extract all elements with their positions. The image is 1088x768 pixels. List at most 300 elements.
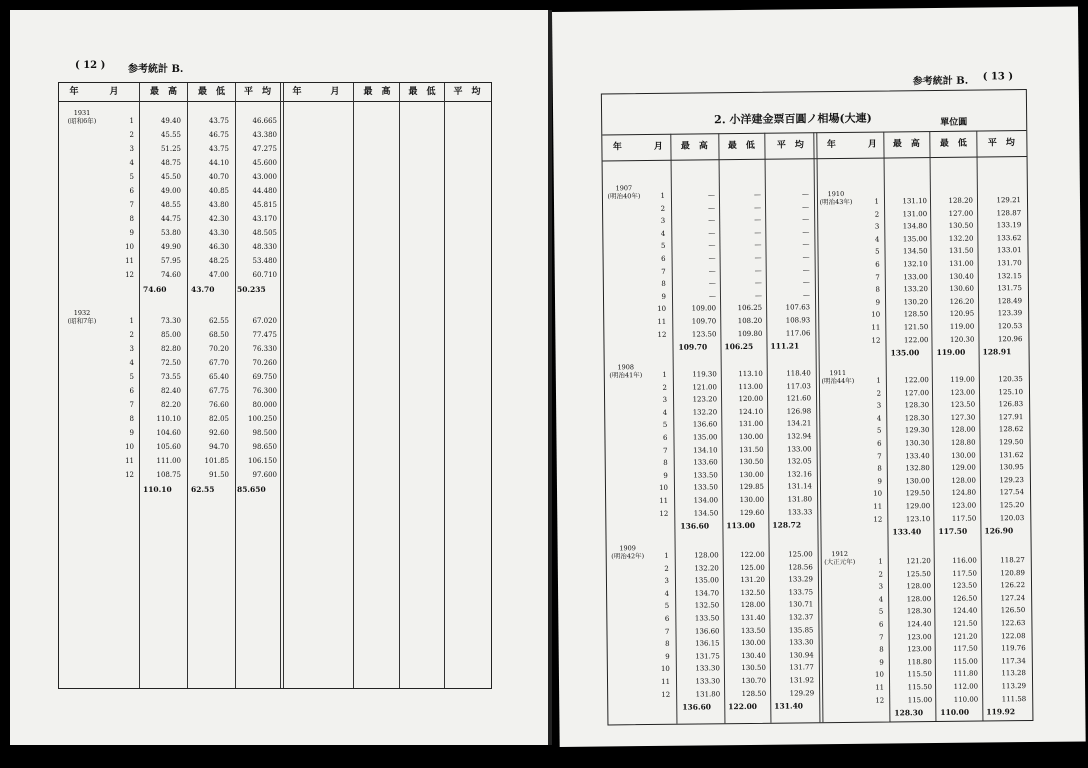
month-cell: 1 bbox=[129, 317, 134, 325]
low-cell: 42.30 bbox=[208, 215, 229, 223]
average-cell: 119.76 bbox=[1001, 644, 1026, 653]
low-cell: 117.50 bbox=[953, 644, 978, 654]
high-cell: — bbox=[707, 191, 715, 200]
average-cell: 126.98 bbox=[786, 407, 812, 416]
year-label: 1932 bbox=[73, 309, 91, 317]
col-month-2: 月 bbox=[867, 139, 877, 150]
summary-high: 136.60 bbox=[680, 521, 710, 531]
average-cell: 67.020 bbox=[252, 317, 277, 325]
high-cell: 129.50 bbox=[905, 489, 931, 498]
left-column-header-row bbox=[59, 83, 491, 102]
high-cell: 133.50 bbox=[693, 483, 719, 492]
low-cell: 130.00 bbox=[739, 495, 765, 505]
rule bbox=[399, 83, 400, 688]
low-cell: 43.75 bbox=[208, 145, 229, 153]
summary-high: 110.10 bbox=[143, 485, 172, 494]
high-cell: 82.40 bbox=[160, 387, 181, 395]
table-row bbox=[59, 115, 279, 128]
low-cell: — bbox=[754, 291, 763, 300]
high-cell: 122.00 bbox=[903, 335, 929, 344]
month-cell: 7 bbox=[129, 201, 134, 209]
month-cell: 6 bbox=[878, 620, 884, 629]
month-cell: 9 bbox=[661, 292, 667, 301]
high-cell: 133.60 bbox=[693, 458, 718, 467]
summary-low: 122.00 bbox=[728, 702, 758, 712]
low-cell: 130.50 bbox=[741, 664, 766, 673]
table-title-row bbox=[602, 90, 1026, 135]
average-cell: 118.27 bbox=[1000, 556, 1025, 565]
col-low: 最 低 bbox=[727, 140, 755, 152]
average-cell: 131.77 bbox=[789, 663, 814, 672]
summary-low: 119.00 bbox=[936, 347, 966, 358]
month-cell: 2 bbox=[129, 131, 134, 139]
low-cell: 43.80 bbox=[208, 201, 229, 209]
high-cell: 49.90 bbox=[160, 243, 181, 251]
high-cell: 111.00 bbox=[156, 457, 181, 465]
col-high-2: 最 高 bbox=[892, 139, 920, 150]
low-cell: 131.00 bbox=[738, 420, 764, 429]
year-label: 1908 bbox=[617, 363, 635, 372]
month-cell: 6 bbox=[662, 433, 668, 442]
summary-high: 128.30 bbox=[894, 708, 924, 718]
month-cell: 5 bbox=[664, 602, 670, 611]
low-cell: 47.00 bbox=[208, 271, 229, 279]
average-cell: — bbox=[802, 202, 810, 211]
high-cell: 45.55 bbox=[160, 131, 181, 139]
low-cell: 120.30 bbox=[949, 335, 975, 344]
col-average: 平 均 bbox=[776, 140, 804, 151]
average-cell: 120.35 bbox=[998, 375, 1023, 384]
high-cell: 85.00 bbox=[160, 331, 181, 339]
low-cell: 122.00 bbox=[740, 550, 765, 560]
month-cell: 10 bbox=[874, 670, 885, 680]
high-cell: 130.20 bbox=[903, 297, 929, 307]
low-cell: 130.70 bbox=[741, 676, 767, 686]
average-cell: 126.22 bbox=[1000, 581, 1026, 590]
low-cell: 128.50 bbox=[741, 689, 767, 698]
month-cell: 2 bbox=[878, 570, 883, 579]
left-page-number: ( 12 ) bbox=[75, 60, 106, 71]
col-low: 最 低 bbox=[197, 87, 225, 97]
month-cell: 12 bbox=[661, 690, 671, 699]
high-cell: 134.00 bbox=[693, 496, 719, 505]
right-price-table bbox=[601, 89, 1034, 725]
low-cell: 129.85 bbox=[739, 483, 765, 492]
table-row bbox=[59, 213, 279, 226]
table-row bbox=[59, 129, 279, 142]
average-cell: 128.49 bbox=[997, 296, 1023, 306]
col-year-2: 年 bbox=[826, 140, 836, 151]
high-cell: — bbox=[708, 266, 716, 275]
average-cell: — bbox=[802, 291, 811, 300]
average-cell: 117.03 bbox=[786, 381, 811, 391]
high-cell: 131.75 bbox=[695, 652, 720, 661]
low-cell: 121.50 bbox=[952, 619, 978, 628]
month-cell: 12 bbox=[873, 515, 883, 524]
high-cell: 132.10 bbox=[903, 260, 928, 269]
low-cell: 123.00 bbox=[951, 501, 977, 510]
table-row bbox=[59, 441, 279, 454]
table-row bbox=[59, 227, 279, 240]
high-cell: 49.00 bbox=[160, 187, 181, 195]
high-cell: 115.00 bbox=[907, 695, 933, 704]
high-cell: 124.40 bbox=[906, 620, 932, 629]
low-cell: 123.50 bbox=[950, 400, 976, 410]
average-cell: 77.475 bbox=[252, 331, 277, 339]
month-cell: 2 bbox=[664, 564, 669, 573]
high-cell: 128.00 bbox=[906, 582, 932, 591]
high-cell: 133.30 bbox=[695, 664, 720, 673]
average-cell: — bbox=[802, 265, 810, 274]
average-cell: 131.80 bbox=[787, 495, 813, 504]
low-cell: 130.00 bbox=[739, 470, 764, 479]
month-cell: 5 bbox=[129, 173, 134, 181]
high-cell: 48.55 bbox=[160, 201, 181, 209]
month-cell: 7 bbox=[129, 401, 134, 409]
low-cell: 130.40 bbox=[741, 651, 766, 660]
era-label: (昭和6年) bbox=[67, 117, 97, 125]
average-cell: 117.34 bbox=[1001, 656, 1026, 666]
average-cell: 46.665 bbox=[252, 117, 277, 125]
average-cell: 135.85 bbox=[788, 625, 814, 635]
average-cell: 48.330 bbox=[252, 243, 277, 251]
month-cell: 6 bbox=[877, 439, 882, 448]
low-cell: 129.60 bbox=[739, 508, 765, 517]
high-cell: 123.20 bbox=[692, 395, 718, 404]
summary-high: 135.00 bbox=[890, 348, 920, 358]
summary-low: 110.00 bbox=[940, 707, 970, 718]
col-year: 年 bbox=[69, 87, 79, 97]
month-cell: 3 bbox=[660, 217, 666, 226]
low-cell: 123.00 bbox=[950, 388, 976, 397]
month-cell: 12 bbox=[657, 330, 667, 339]
col-high: 最 高 bbox=[680, 141, 708, 152]
summary-average: 128.72 bbox=[772, 520, 802, 530]
high-cell: 48.75 bbox=[160, 159, 181, 167]
low-cell: 119.00 bbox=[949, 322, 975, 331]
summary-low: 106.25 bbox=[724, 342, 754, 352]
high-cell: 110.10 bbox=[156, 415, 181, 423]
month-cell: 8 bbox=[875, 285, 880, 294]
col-month: 月 bbox=[653, 141, 663, 152]
high-cell: 133.50 bbox=[694, 614, 720, 623]
average-cell: 130.94 bbox=[789, 651, 814, 660]
month-cell: 3 bbox=[878, 582, 884, 591]
month-cell: 11 bbox=[871, 323, 881, 332]
low-cell: 110.00 bbox=[953, 695, 979, 704]
month-cell: 11 bbox=[661, 677, 671, 686]
average-cell: 106.150 bbox=[248, 457, 277, 465]
month-cell: 7 bbox=[877, 452, 882, 461]
average-cell: 131.70 bbox=[997, 259, 1022, 268]
low-cell: 82.05 bbox=[208, 415, 229, 423]
month-cell: 4 bbox=[660, 229, 666, 238]
month-cell: 12 bbox=[659, 509, 669, 518]
high-cell: 131.10 bbox=[902, 197, 928, 206]
low-cell: 116.00 bbox=[952, 556, 977, 565]
average-cell: 131.75 bbox=[997, 284, 1022, 293]
low-cell: 127.30 bbox=[950, 413, 976, 422]
average-cell: 129.50 bbox=[998, 438, 1024, 447]
month-cell: 7 bbox=[661, 267, 666, 276]
summary-low: 113.00 bbox=[726, 521, 756, 531]
month-cell: 5 bbox=[662, 421, 668, 430]
high-cell: 118.80 bbox=[907, 657, 932, 667]
low-cell: 130.00 bbox=[951, 451, 976, 460]
low-cell: 130.00 bbox=[738, 432, 764, 442]
low-cell: 46.75 bbox=[208, 131, 229, 139]
average-cell: 108.93 bbox=[785, 316, 811, 325]
low-cell: 125.00 bbox=[740, 563, 765, 572]
month-cell: 4 bbox=[129, 159, 134, 167]
average-cell: 132.15 bbox=[997, 271, 1022, 280]
month-cell: 8 bbox=[879, 645, 884, 654]
average-cell: 111.58 bbox=[1001, 694, 1027, 703]
high-cell: 128.00 bbox=[694, 551, 719, 560]
average-cell: 113.29 bbox=[1001, 682, 1027, 691]
low-cell: 123.50 bbox=[952, 581, 978, 591]
col-month: 月 bbox=[109, 87, 119, 97]
average-cell: 133.62 bbox=[996, 233, 1022, 243]
average-cell: — bbox=[802, 278, 810, 287]
low-cell: 128.20 bbox=[948, 196, 974, 205]
low-cell: 67.70 bbox=[208, 359, 229, 367]
high-cell: 123.00 bbox=[907, 632, 932, 641]
average-cell: 76.330 bbox=[252, 345, 277, 353]
double-rule bbox=[280, 83, 284, 688]
table-row bbox=[59, 241, 279, 254]
era-label: (明治43年) bbox=[819, 197, 853, 207]
high-cell: 125.50 bbox=[906, 569, 931, 578]
average-cell: 126.50 bbox=[1000, 606, 1026, 615]
year-label: 1931 bbox=[73, 109, 91, 117]
month-cell: 8 bbox=[663, 459, 668, 468]
month-cell: 10 bbox=[125, 243, 134, 251]
high-cell: 109.00 bbox=[691, 304, 717, 313]
high-cell: 109.70 bbox=[691, 317, 717, 326]
low-cell: 111.80 bbox=[953, 669, 978, 679]
col-average-2: 平 均 bbox=[987, 138, 1015, 149]
average-cell: 131.14 bbox=[787, 482, 813, 491]
average-cell: 122.08 bbox=[1001, 631, 1026, 640]
high-cell: 128.00 bbox=[906, 594, 932, 604]
low-cell: 67.75 bbox=[208, 387, 229, 395]
high-cell: 72.50 bbox=[160, 359, 181, 367]
summary-average: 50.235 bbox=[237, 285, 266, 294]
month-cell: 10 bbox=[873, 489, 883, 499]
low-cell: 124.10 bbox=[738, 407, 764, 416]
month-cell: 7 bbox=[875, 273, 880, 282]
average-cell: 128.56 bbox=[788, 562, 813, 572]
high-cell: 134.10 bbox=[693, 445, 718, 455]
high-cell: 130.00 bbox=[905, 476, 930, 486]
month-cell: 9 bbox=[665, 652, 670, 661]
low-cell: 117.50 bbox=[952, 569, 977, 578]
low-cell: 131.50 bbox=[948, 246, 974, 256]
era-label: (大正元年) bbox=[824, 557, 856, 567]
low-cell: 127.00 bbox=[948, 209, 974, 218]
high-cell: 134.50 bbox=[902, 247, 928, 256]
high-cell: — bbox=[708, 279, 716, 288]
month-cell: 11 bbox=[873, 502, 883, 511]
high-cell: 128.30 bbox=[904, 413, 930, 423]
table-row bbox=[59, 357, 279, 370]
high-cell: 127.00 bbox=[904, 388, 930, 397]
high-cell: 133.40 bbox=[905, 451, 930, 460]
average-cell: 45.600 bbox=[252, 159, 277, 167]
high-cell: — bbox=[708, 203, 716, 212]
average-cell: 123.39 bbox=[997, 309, 1023, 318]
table-row bbox=[59, 199, 279, 212]
average-cell: 107.63 bbox=[785, 303, 811, 312]
average-cell: 132.05 bbox=[787, 457, 812, 466]
era-label: (明治42年) bbox=[611, 552, 645, 561]
high-cell: 132.50 bbox=[694, 601, 720, 610]
average-cell: 132.16 bbox=[787, 470, 812, 479]
month-cell: 8 bbox=[661, 280, 666, 289]
low-cell: — bbox=[754, 253, 762, 262]
low-cell: 94.70 bbox=[208, 443, 229, 451]
average-cell: 132.94 bbox=[786, 432, 812, 441]
month-cell: 11 bbox=[659, 496, 669, 505]
average-cell: 97.600 bbox=[252, 471, 277, 479]
low-cell: 120.95 bbox=[949, 309, 975, 319]
average-cell: 134.21 bbox=[786, 419, 812, 428]
average-cell: 43.000 bbox=[252, 173, 277, 181]
high-cell: 49.40 bbox=[160, 117, 181, 125]
month-cell: 5 bbox=[878, 607, 884, 617]
low-cell: 106.25 bbox=[737, 304, 763, 313]
month-cell: 12 bbox=[871, 336, 881, 345]
low-cell: 130.00 bbox=[741, 638, 766, 648]
average-cell: 113.28 bbox=[1001, 669, 1026, 678]
average-cell: 120.89 bbox=[1000, 568, 1025, 577]
high-cell: 121.20 bbox=[906, 557, 931, 566]
low-cell: 48.25 bbox=[208, 257, 229, 265]
high-cell: 133.50 bbox=[693, 471, 718, 480]
high-cell: 128.30 bbox=[904, 401, 930, 410]
low-cell: 130.50 bbox=[739, 457, 764, 467]
low-cell: 131.40 bbox=[740, 613, 766, 623]
average-cell: 133.19 bbox=[996, 221, 1022, 230]
rule bbox=[444, 83, 445, 688]
month-cell: 2 bbox=[876, 389, 882, 398]
average-cell: 133.75 bbox=[788, 588, 814, 597]
average-cell: 60.710 bbox=[252, 271, 277, 279]
table-title: 2. 小洋建金票百圓ノ相場(大連) bbox=[714, 111, 872, 127]
month-cell: 4 bbox=[662, 408, 668, 417]
low-cell: 113.10 bbox=[738, 369, 763, 379]
low-cell: 131.00 bbox=[949, 259, 974, 268]
summary-high: 136.60 bbox=[682, 702, 712, 712]
rule bbox=[353, 83, 354, 688]
left-price-table bbox=[58, 82, 492, 689]
high-cell: — bbox=[708, 292, 717, 301]
average-cell: 69.750 bbox=[252, 373, 277, 381]
high-cell: 133.00 bbox=[903, 272, 928, 281]
year-label: 1907 bbox=[615, 184, 633, 193]
month-cell: 1 bbox=[664, 551, 669, 560]
summary-low: 62.55 bbox=[191, 485, 215, 494]
year-label: 1911 bbox=[829, 368, 847, 378]
high-cell: 82.80 bbox=[160, 345, 181, 353]
high-cell: 44.75 bbox=[160, 215, 181, 223]
low-cell: 44.10 bbox=[208, 159, 229, 167]
average-cell: 80.000 bbox=[252, 401, 277, 409]
high-cell: 53.80 bbox=[160, 229, 181, 237]
average-cell: 121.60 bbox=[786, 394, 812, 403]
high-cell: 73.30 bbox=[160, 317, 181, 325]
low-cell: 128.00 bbox=[951, 476, 976, 485]
month-cell: 1 bbox=[660, 191, 665, 200]
low-cell: 131.20 bbox=[740, 575, 766, 585]
summary-average: 131.40 bbox=[774, 701, 804, 711]
summary-average: 119.92 bbox=[986, 707, 1016, 717]
month-cell: 11 bbox=[875, 683, 885, 692]
month-cell: 4 bbox=[874, 235, 880, 244]
low-cell: 43.75 bbox=[208, 117, 229, 125]
low-cell: 124.80 bbox=[951, 488, 977, 498]
col-low-2: 最 低 bbox=[939, 138, 967, 149]
high-cell: 136.15 bbox=[695, 639, 720, 648]
era-label: (明治40年) bbox=[607, 192, 641, 201]
low-cell: 129.00 bbox=[951, 463, 976, 473]
table-row bbox=[59, 269, 279, 282]
low-cell: 91.50 bbox=[208, 471, 229, 479]
low-cell: 43.30 bbox=[208, 229, 229, 237]
high-cell: 123.50 bbox=[691, 329, 717, 339]
month-cell: 6 bbox=[661, 254, 666, 263]
high-cell: — bbox=[708, 216, 716, 225]
average-cell: 53.480 bbox=[252, 257, 277, 265]
low-cell: 113.00 bbox=[738, 382, 763, 391]
average-cell: 129.29 bbox=[789, 688, 815, 698]
average-cell: 98.650 bbox=[252, 443, 277, 451]
high-cell: 133.20 bbox=[903, 285, 928, 294]
month-cell: 5 bbox=[129, 373, 134, 381]
high-cell: 132.20 bbox=[694, 563, 719, 573]
low-cell: — bbox=[754, 241, 762, 250]
month-cell: 2 bbox=[129, 331, 134, 339]
average-cell: — bbox=[802, 240, 810, 249]
low-cell: 120.00 bbox=[738, 394, 764, 404]
high-cell: 82.20 bbox=[160, 401, 181, 409]
high-cell: 104.60 bbox=[156, 429, 181, 437]
high-cell: 121.50 bbox=[903, 323, 929, 332]
low-cell: 40.70 bbox=[208, 173, 229, 181]
high-cell: 129.30 bbox=[904, 426, 930, 435]
average-cell: 43.380 bbox=[252, 131, 277, 139]
high-cell: 128.50 bbox=[903, 310, 929, 319]
col-high-2: 最 高 bbox=[363, 87, 391, 97]
month-cell: 10 bbox=[660, 665, 670, 674]
average-cell: — bbox=[802, 253, 810, 262]
month-cell: 6 bbox=[129, 187, 134, 195]
high-cell: 129.00 bbox=[905, 502, 931, 511]
month-cell: 8 bbox=[129, 215, 134, 223]
low-cell: — bbox=[753, 190, 761, 199]
average-cell: 132.37 bbox=[788, 613, 814, 622]
average-cell: 130.71 bbox=[788, 600, 814, 609]
low-cell: 128.00 bbox=[950, 425, 976, 435]
average-cell: 125.20 bbox=[999, 501, 1025, 510]
month-cell: 9 bbox=[877, 477, 882, 486]
table-row bbox=[59, 413, 279, 426]
low-cell: 101.85 bbox=[204, 457, 229, 465]
summary-high: 133.40 bbox=[892, 527, 922, 537]
month-cell: 1 bbox=[878, 557, 883, 566]
month-cell: 10 bbox=[657, 305, 667, 314]
